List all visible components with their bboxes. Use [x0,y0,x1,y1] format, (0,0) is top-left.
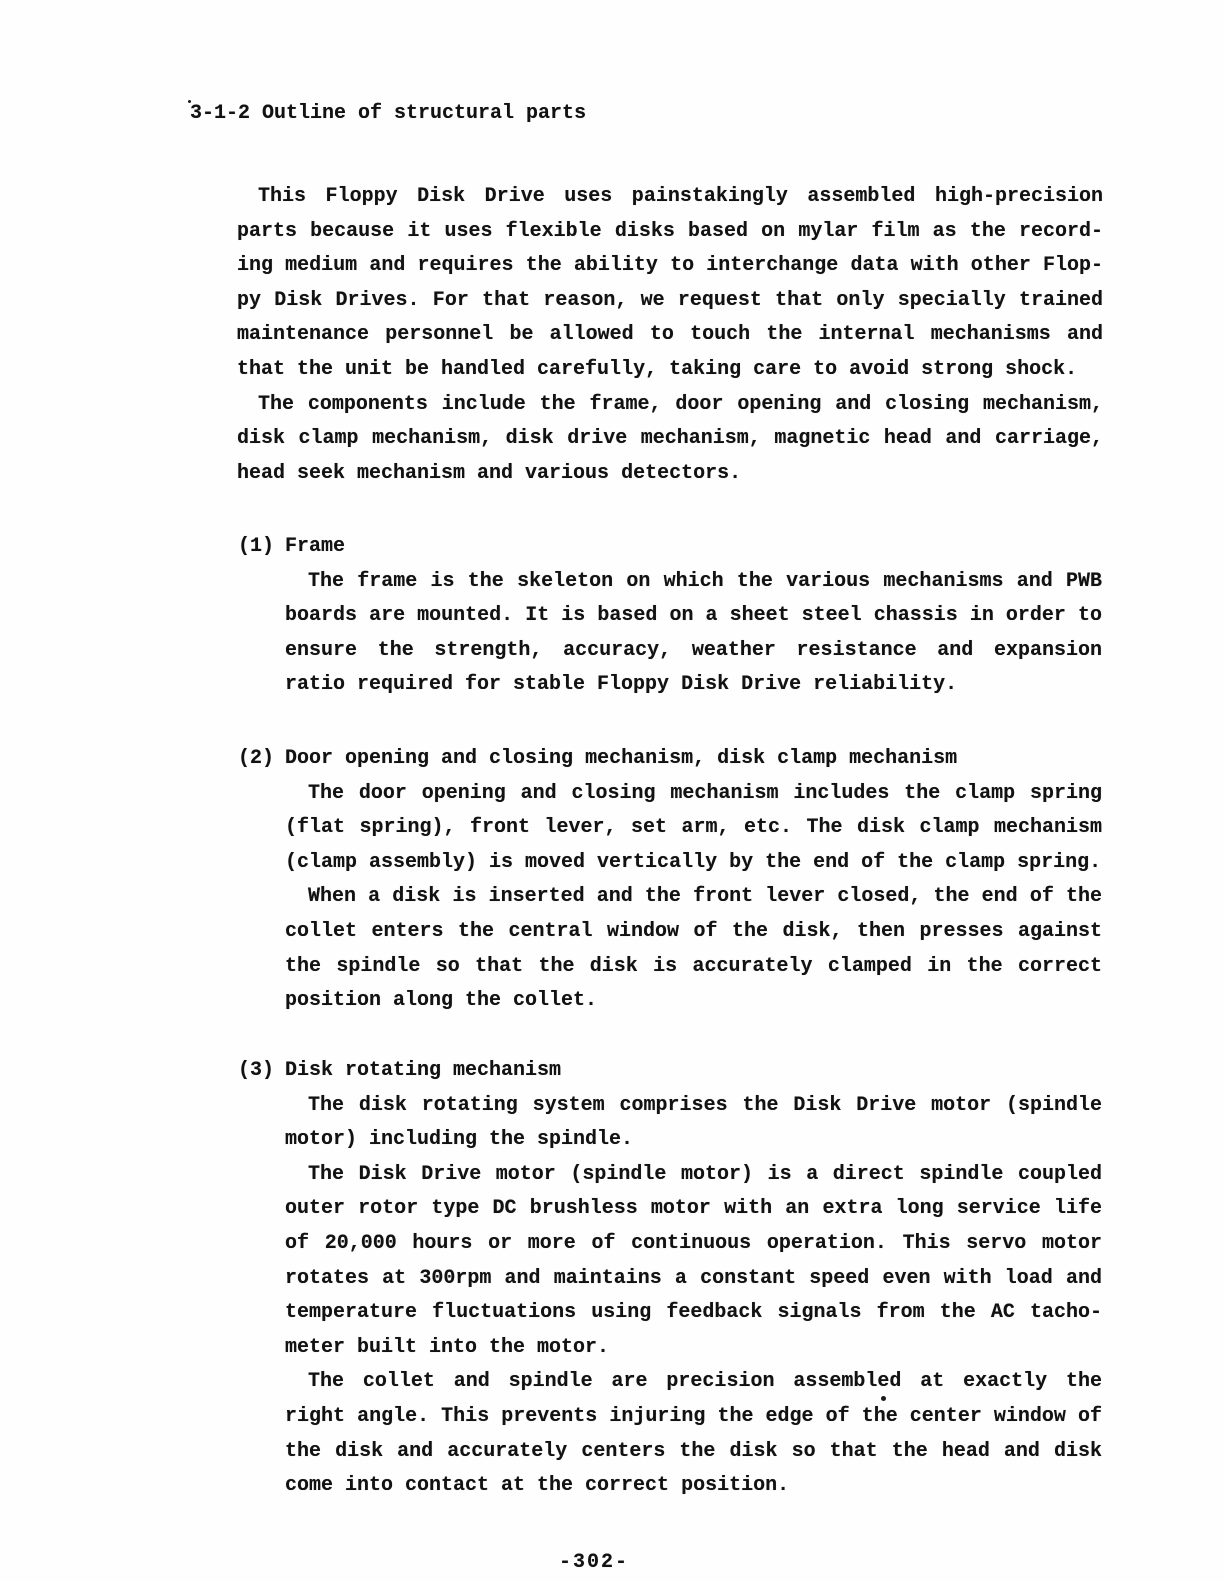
page-number: -302- [558,1551,629,1574]
doc-title: 3-1-2 Outline of structural parts [190,102,587,125]
text-line: ratio required for stable Floppy Disk Drive reliability. [285,673,958,697]
text-line: The collet and spindle are precision assembled at exactly the [308,1370,1102,1394]
paragraph [285,1365,1102,1503]
text-line: maintenance personnel be allowed to touch the internal mechanisms and [237,323,1103,347]
section-heading [238,530,1102,565]
text-line: the disk and accurately centers the disk so that the head and disk [285,1439,1102,1463]
text-line: py Disk Drives. For that reason, we request that only specially trained [237,288,1103,312]
section-body [285,777,1102,1019]
text-line: The door opening and closing mechanism includes the clamp spring [308,781,1102,805]
text-line: motor) including the spindle. [285,1128,634,1152]
text-line: parts because it uses flexible disks based on mylar film as the record- [237,219,1103,243]
section-title: Door opening and closing mechanism, disk clamp mechanism [285,747,958,770]
section-number: (1) [238,535,275,558]
section-disk-rotating [238,1054,1102,1504]
paragraph [285,1089,1102,1158]
paragraph [237,180,1103,388]
text-line: head seek mechanism and various detectors. [237,461,742,485]
text-line: boards are mounted. It is based on a sheet steel chassis in order to [285,604,1102,628]
text-line: ensure the strength, accuracy, weather resistance and expansion [285,638,1102,662]
section-heading [238,1054,1102,1089]
section-frame [238,530,1102,703]
text-line: the spindle so that the disk is accurately clamped in the correct [285,954,1102,978]
section-heading [238,742,1102,777]
text-line: The frame is the skeleton on which the various mechanisms and PWB [308,569,1102,593]
text-line: This Floppy Disk Drive uses painstakingly assembled high-precision [258,185,1103,208]
text-line: collet enters the central window of the disk, then presses against [285,919,1102,943]
text-line: disk clamp mechanism, disk drive mechanism, magnetic head and carriage, [237,427,1103,451]
text-line: outer rotor type DC brushless motor with an extra long service life [285,1197,1102,1221]
section-body [285,1089,1102,1504]
paragraph [237,388,1103,492]
section-door-mechanism [238,742,1102,1019]
text-line: that the unit be handled carefully, taking care to avoid strong shock. [237,357,1078,381]
text-line: position along the collet. [285,989,598,1013]
text-line: (flat spring), front lever, set arm, etc. The disk clamp mechanism [285,816,1102,840]
section-title: Disk rotating mechanism [285,1059,562,1082]
text-line: of 20,000 hours or more of continuous operation. This servo motor [285,1231,1102,1255]
text-line: The disk rotating system comprises the Disk Drive motor (spindle [308,1093,1102,1117]
paragraph [285,565,1102,703]
text-line: meter built into the motor. [285,1335,610,1359]
section-number: (2) [238,747,275,770]
text-line: (clamp assembly) is moved vertically by the end of the clamp spring. [285,850,1102,874]
text-line: The Disk Drive motor (spindle motor) is a direct spindle coupled [308,1162,1102,1186]
intro-text [237,180,1103,491]
text-line: ing medium and requires the ability to interchange data with other Flop- [237,254,1103,278]
paragraph [285,1158,1102,1366]
section-title: Frame [285,535,346,558]
text-line: The components include the frame, door opening and closing mechanism, [258,392,1103,416]
section-body [285,565,1102,703]
text-line: rotates at 300rpm and maintains a constant speed even with load and [285,1266,1102,1290]
paragraph [285,777,1102,881]
section-number: (3) [238,1059,275,1082]
text-line: When a disk is inserted and the front lever closed, the end of the [308,885,1102,909]
text-line: come into contact at the correct position. [285,1474,790,1498]
paragraph [285,880,1102,1018]
text-line: right angle. This prevents injuring the edge of the center window of [285,1404,1102,1428]
text-line: temperature fluctuations using feedback signals from the AC tacho- [285,1301,1102,1325]
